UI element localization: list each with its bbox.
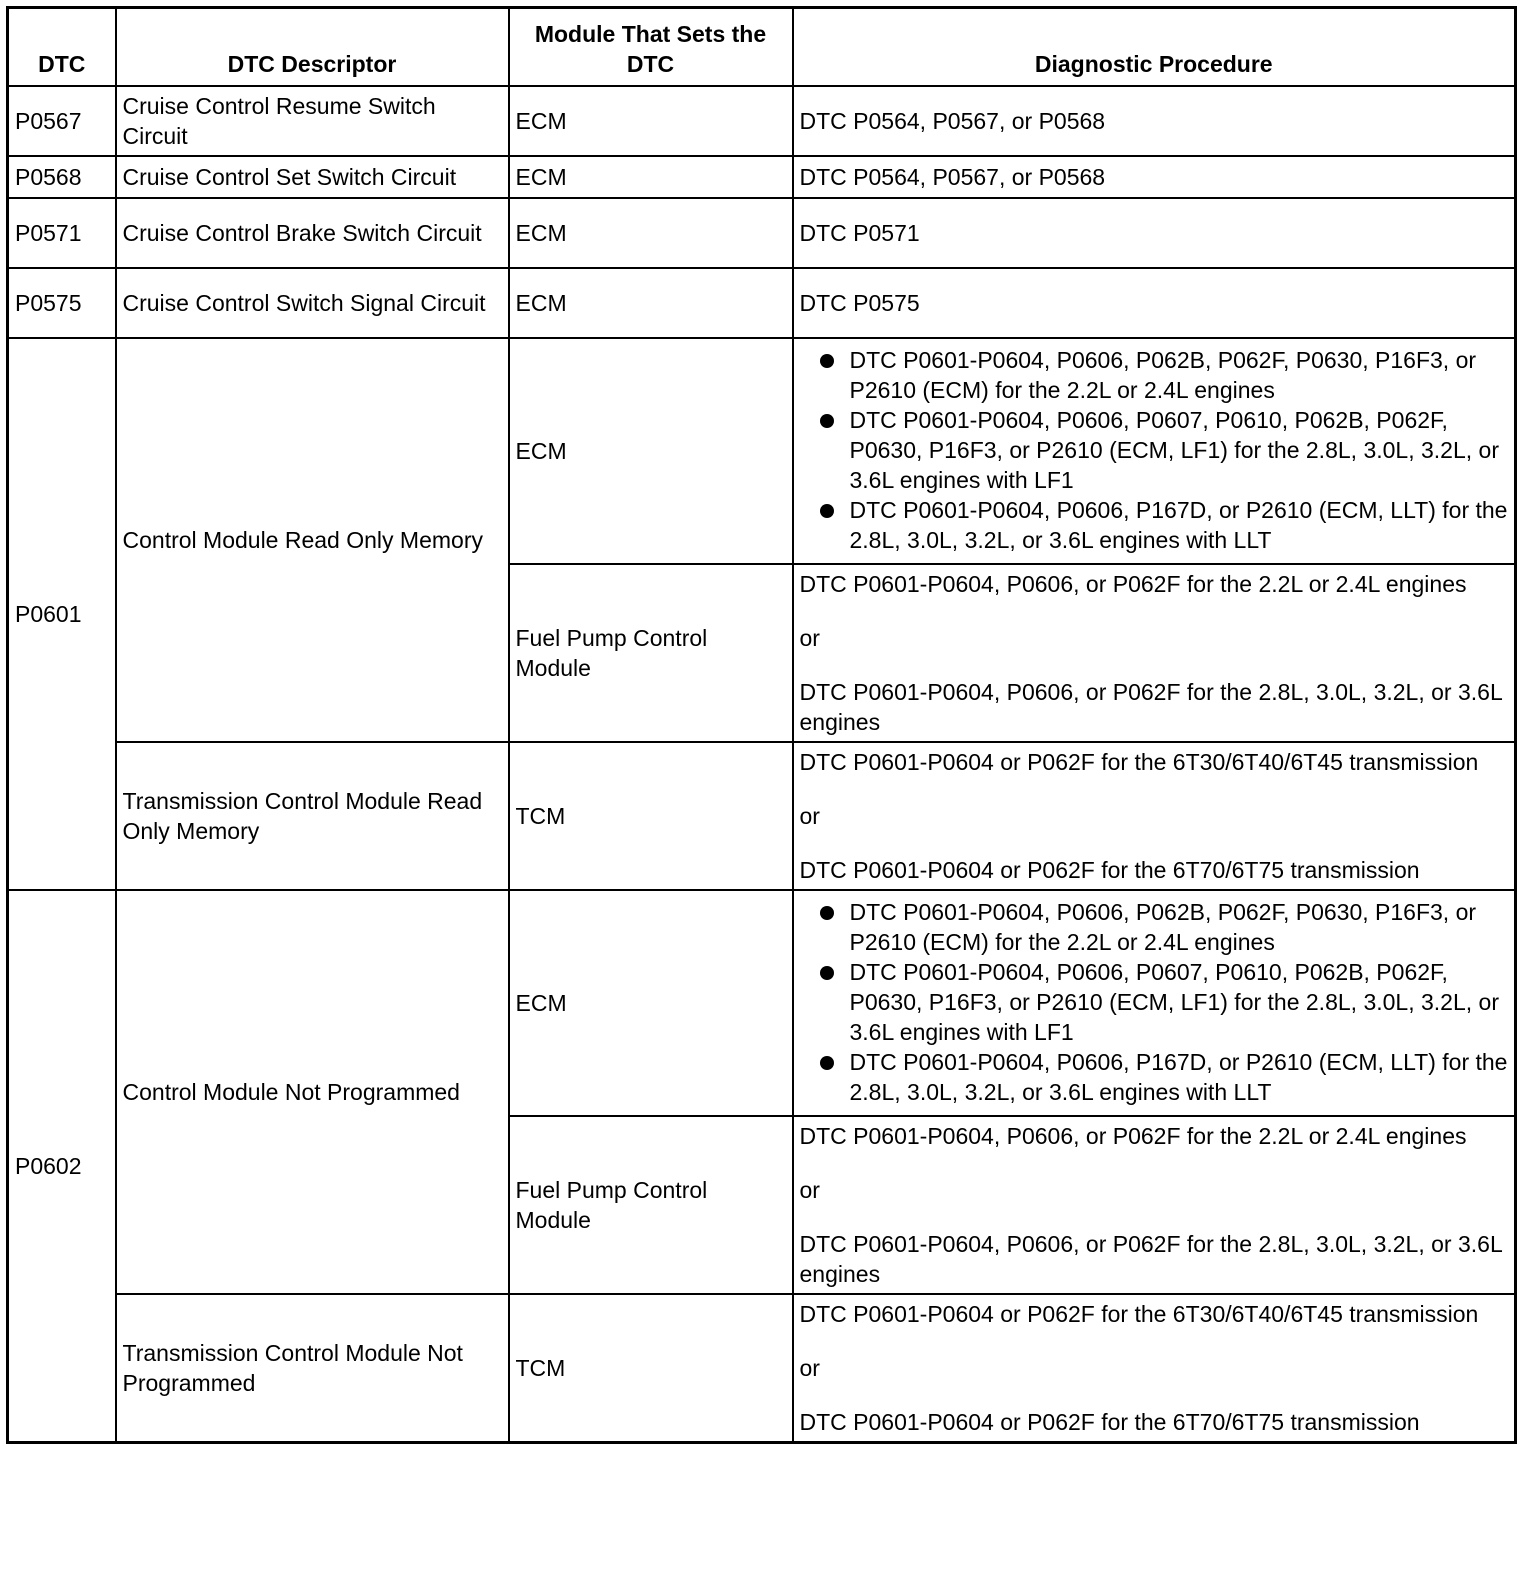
table-row xyxy=(8,268,1516,338)
diagnostic-procedure xyxy=(793,338,1516,564)
diagnostic-procedure xyxy=(793,564,1516,742)
procedure-text: DTC P0601-P0604 or P062F for the 6T70/6T75 transmission xyxy=(799,857,1420,883)
setting-module: TCM xyxy=(509,1294,793,1443)
procedure-bullet: DTC P0601-P0604, P0606, P062B, P062F, P0630, P16F3, or P2610 (ECM) for the 2.2L or 2.4L engines xyxy=(800,897,1509,957)
procedure-or: or xyxy=(799,803,820,829)
procedure-bullet-list xyxy=(800,895,1509,1111)
dtc-descriptor: Transmission Control Module Not Programmed xyxy=(116,1294,509,1443)
dtc-descriptor: Cruise Control Brake Switch Circuit xyxy=(116,198,509,268)
diagnostic-procedure xyxy=(793,890,1516,1116)
dtc-descriptor: Cruise Control Resume Switch Circuit xyxy=(116,86,509,156)
diagnostic-procedure: DTC P0571 xyxy=(793,198,1516,268)
procedure-text: DTC P0601-P0604, P0606, or P062F for the 2.8L, 3.0L, 3.2L, or 3.6L engines xyxy=(799,1231,1502,1287)
dtc-descriptor: Cruise Control Switch Signal Circuit xyxy=(116,268,509,338)
procedure-or: or xyxy=(799,625,820,651)
setting-module: Fuel Pump Control Module xyxy=(509,564,793,742)
diagnostic-procedure: DTC P0575 xyxy=(793,268,1516,338)
table-header-row xyxy=(8,8,1516,87)
procedure-or: or xyxy=(799,1177,820,1203)
header-diagnostic-procedure: Diagnostic Procedure xyxy=(793,8,1516,87)
diagnostic-procedure xyxy=(793,1116,1516,1294)
setting-module: ECM xyxy=(509,86,793,156)
procedure-text: DTC P0601-P0604, P0606, or P062F for the 2.2L or 2.4L engines xyxy=(799,571,1467,597)
diagnostic-procedure: DTC P0564, P0567, or P0568 xyxy=(793,86,1516,156)
dtc-code: P0567 xyxy=(8,86,116,156)
procedure-text: DTC P0601-P0604, P0606, or P062F for the 2.8L, 3.0L, 3.2L, or 3.6L engines xyxy=(799,679,1502,735)
header-dtc: DTC xyxy=(8,8,116,87)
diagnostic-procedure: DTC P0564, P0567, or P0568 xyxy=(793,156,1516,198)
dtc-code: P0571 xyxy=(8,198,116,268)
dtc-table xyxy=(6,6,1517,1444)
setting-module: TCM xyxy=(509,742,793,890)
dtc-code: P0575 xyxy=(8,268,116,338)
setting-module: ECM xyxy=(509,890,793,1116)
table-row xyxy=(8,742,1516,890)
dtc-code: P0601 xyxy=(8,338,116,890)
procedure-text: DTC P0601-P0604, P0606, or P062F for the 2.2L or 2.4L engines xyxy=(799,1123,1467,1149)
setting-module: ECM xyxy=(509,198,793,268)
procedure-bullet: DTC P0601-P0604, P0606, P167D, or P2610 (ECM, LLT) for the 2.8L, 3.0L, 3.2L, or 3.6L engines with LLT xyxy=(800,1047,1509,1107)
setting-module: Fuel Pump Control Module xyxy=(509,1116,793,1294)
header-module: Module That Sets the DTC xyxy=(509,8,793,87)
table-row xyxy=(8,198,1516,268)
procedure-bullet: DTC P0601-P0604, P0606, P062B, P062F, P0630, P16F3, or P2610 (ECM) for the 2.2L or 2.4L engines xyxy=(800,345,1509,405)
procedure-bullet: DTC P0601-P0604, P0606, P0607, P0610, P062B, P062F, P0630, P16F3, or P2610 (ECM, LF1) for the 2.8L, 3.0L, 3.2L, or 3.6L engines with LF1 xyxy=(800,405,1509,495)
header-dtc-descriptor: DTC Descriptor xyxy=(116,8,509,87)
dtc-code: P0602 xyxy=(8,890,116,1443)
procedure-or: or xyxy=(799,1355,820,1381)
table-row xyxy=(8,156,1516,198)
table-row xyxy=(8,890,1516,1116)
table-row xyxy=(8,1294,1516,1443)
setting-module: ECM xyxy=(509,268,793,338)
dtc-descriptor: Cruise Control Set Switch Circuit xyxy=(116,156,509,198)
dtc-descriptor: Transmission Control Module Read Only Memory xyxy=(116,742,509,890)
table-row xyxy=(8,338,1516,564)
dtc-descriptor: Control Module Read Only Memory xyxy=(116,338,509,742)
dtc-descriptor: Control Module Not Programmed xyxy=(116,890,509,1294)
diagnostic-procedure xyxy=(793,1294,1516,1443)
setting-module: ECM xyxy=(509,156,793,198)
procedure-bullet: DTC P0601-P0604, P0606, P0607, P0610, P062B, P062F, P0630, P16F3, or P2610 (ECM, LF1) for the 2.8L, 3.0L, 3.2L, or 3.6L engines with LF1 xyxy=(800,957,1509,1047)
table-row xyxy=(8,86,1516,156)
procedure-text: DTC P0601-P0604 or P062F for the 6T30/6T40/6T45 transmission xyxy=(799,749,1479,775)
diagnostic-procedure xyxy=(793,742,1516,890)
procedure-bullet: DTC P0601-P0604, P0606, P167D, or P2610 (ECM, LLT) for the 2.8L, 3.0L, 3.2L, or 3.6L engines with LLT xyxy=(800,495,1509,555)
procedure-text: DTC P0601-P0604 or P062F for the 6T30/6T40/6T45 transmission xyxy=(799,1301,1479,1327)
procedure-text: DTC P0601-P0604 or P062F for the 6T70/6T75 transmission xyxy=(799,1409,1420,1435)
procedure-bullet-list xyxy=(800,343,1509,559)
setting-module: ECM xyxy=(509,338,793,564)
dtc-code: P0568 xyxy=(8,156,116,198)
